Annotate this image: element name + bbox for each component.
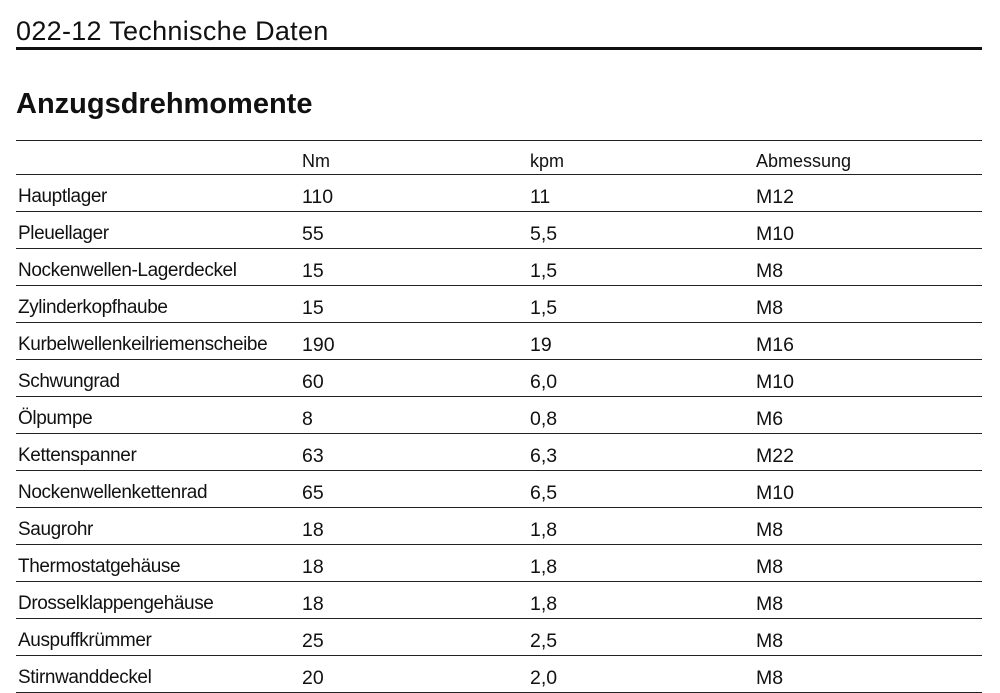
page-title: 022-12 Technische Daten	[16, 16, 329, 46]
cell-size: M12	[754, 175, 982, 212]
cell-kpm: 6,3	[528, 434, 754, 471]
cell-kpm: 6,0	[528, 360, 754, 397]
cell-size: M10	[754, 360, 982, 397]
cell-component: Auspuffkrümmer	[16, 619, 300, 656]
cell-nm: 110	[300, 175, 528, 212]
table-row	[16, 434, 982, 471]
cell-component: Kurbelwellenkeilriemenscheibe	[16, 323, 300, 360]
cell-size: M10	[754, 471, 982, 508]
cell-size: M8	[754, 656, 982, 693]
cell-size: M8	[754, 619, 982, 656]
cell-kpm: 1,8	[528, 582, 754, 619]
cell-kpm: 0,8	[528, 397, 754, 434]
table-row	[16, 286, 982, 323]
table-row	[16, 249, 982, 286]
cell-nm: 55	[300, 212, 528, 249]
page-header	[16, 14, 982, 50]
cell-component: Saugrohr	[16, 508, 300, 545]
cell-nm: 25	[300, 619, 528, 656]
column-header-kpm: kpm	[528, 141, 754, 175]
table-row	[16, 545, 982, 582]
cell-nm: 20	[300, 656, 528, 693]
table-row	[16, 175, 982, 212]
cell-component: Schwungrad	[16, 360, 300, 397]
cell-component: Drosselklappengehäuse	[16, 582, 300, 619]
cell-nm: 15	[300, 249, 528, 286]
column-header-component	[16, 141, 300, 175]
table-row	[16, 360, 982, 397]
table-row	[16, 619, 982, 656]
cell-kpm: 19	[528, 323, 754, 360]
column-header-nm: Nm	[300, 141, 528, 175]
cell-nm: 18	[300, 582, 528, 619]
cell-size: M8	[754, 508, 982, 545]
cell-nm: 8	[300, 397, 528, 434]
cell-component: Thermostatgehäuse	[16, 545, 300, 582]
cell-kpm: 11	[528, 175, 754, 212]
cell-size: M16	[754, 323, 982, 360]
table-body	[16, 175, 982, 693]
cell-nm: 63	[300, 434, 528, 471]
cell-kpm: 1,5	[528, 249, 754, 286]
cell-component: Nockenwellen-Lagerdeckel	[16, 249, 300, 286]
cell-nm: 18	[300, 545, 528, 582]
cell-nm: 190	[300, 323, 528, 360]
cell-nm: 60	[300, 360, 528, 397]
cell-kpm: 1,5	[528, 286, 754, 323]
column-header-size: Abmessung	[754, 141, 982, 175]
cell-kpm: 1,8	[528, 545, 754, 582]
cell-component: Pleuellager	[16, 212, 300, 249]
cell-size: M8	[754, 249, 982, 286]
cell-kpm: 2,5	[528, 619, 754, 656]
cell-component: Nockenwellenkettenrad	[16, 471, 300, 508]
table-row	[16, 323, 982, 360]
cell-nm: 15	[300, 286, 528, 323]
table-row	[16, 397, 982, 434]
section-title: Anzugsdrehmomente	[16, 88, 313, 120]
table-row	[16, 212, 982, 249]
cell-component: Hauptlager	[16, 175, 300, 212]
table-row	[16, 582, 982, 619]
cell-kpm: 1,8	[528, 508, 754, 545]
table-header-row	[16, 141, 982, 175]
cell-component: Stirnwanddeckel	[16, 656, 300, 693]
cell-nm: 18	[300, 508, 528, 545]
cell-component: Ölpumpe	[16, 397, 300, 434]
cell-kpm: 5,5	[528, 212, 754, 249]
table-row	[16, 508, 982, 545]
cell-kpm: 6,5	[528, 471, 754, 508]
cell-nm: 65	[300, 471, 528, 508]
cell-size: M8	[754, 545, 982, 582]
table-row	[16, 656, 982, 693]
cell-component: Kettenspanner	[16, 434, 300, 471]
cell-component: Zylinderkopfhaube	[16, 286, 300, 323]
cell-size: M10	[754, 212, 982, 249]
cell-size: M6	[754, 397, 982, 434]
cell-size: M22	[754, 434, 982, 471]
cell-size: M8	[754, 582, 982, 619]
cell-size: M8	[754, 286, 982, 323]
table-row	[16, 471, 982, 508]
cell-kpm: 2,0	[528, 656, 754, 693]
torque-table	[16, 140, 982, 693]
